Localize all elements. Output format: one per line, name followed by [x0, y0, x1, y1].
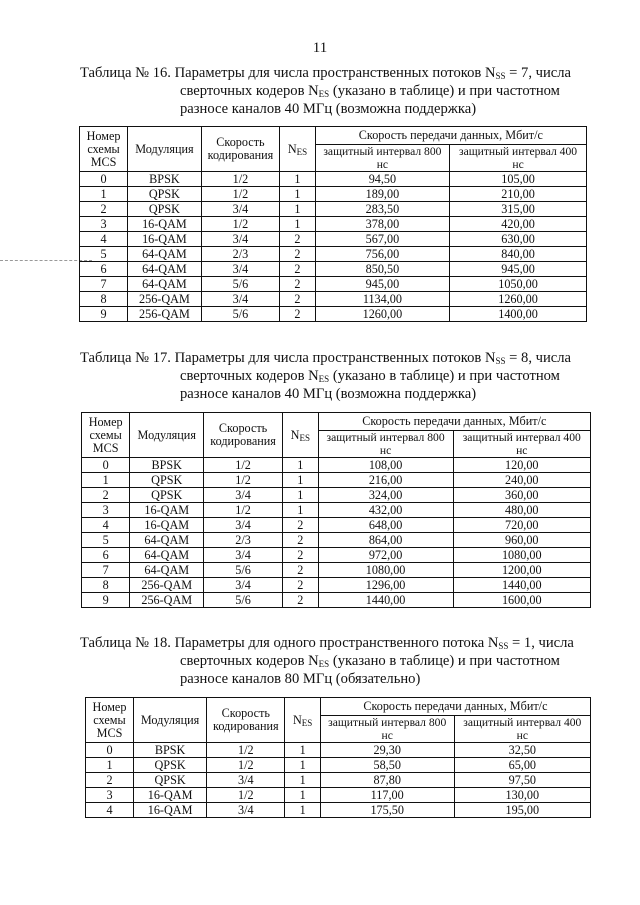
cell-rate-gi-400: 840,00 [450, 247, 587, 262]
cell-rate-gi-400: 360,00 [453, 488, 590, 503]
cell-modulation: QPSK [133, 758, 206, 773]
cell-mcs: 7 [82, 563, 130, 578]
cell-rate-gi-800: 567,00 [315, 232, 449, 247]
table-row [80, 277, 587, 292]
cell-coding-rate: 3/4 [204, 488, 283, 503]
cell-nes: 2 [280, 262, 315, 277]
cell-rate-gi-400: 65,00 [454, 758, 590, 773]
cell-modulation: 64-QAM [130, 533, 204, 548]
cell-nes: 2 [283, 593, 319, 608]
cell-coding-rate: 1/2 [207, 743, 285, 758]
cell-rate-gi-400: 1080,00 [453, 548, 590, 563]
cell-rate-gi-800: 324,00 [318, 488, 453, 503]
cell-rate-gi-400: 420,00 [450, 217, 587, 232]
cell-coding-rate: 1/2 [207, 758, 285, 773]
header-row [80, 127, 587, 145]
table-row [80, 202, 587, 217]
cell-modulation: 256-QAM [130, 578, 204, 593]
header-modulation: Модуляция [130, 413, 204, 458]
cell-rate-gi-800: 216,00 [318, 473, 453, 488]
cell-coding-rate: 3/4 [204, 518, 283, 533]
header-gi-800: защитный интервал 800 нс [318, 431, 453, 458]
cell-modulation: 16-QAM [133, 788, 206, 803]
cell-rate-gi-400: 210,00 [450, 187, 587, 202]
cell-mcs: 7 [80, 277, 128, 292]
header-coding-rate: Скорость кодирования [207, 698, 285, 743]
table-row [82, 578, 591, 593]
cell-mcs: 0 [86, 743, 134, 758]
cell-coding-rate: 1/2 [201, 172, 280, 187]
cell-rate-gi-800: 648,00 [318, 518, 453, 533]
cell-coding-rate: 3/4 [204, 548, 283, 563]
cell-coding-rate: 3/4 [201, 202, 280, 217]
header-gi-800: защитный интервал 800 нс [315, 145, 449, 172]
header-modulation: Модуляция [128, 127, 202, 172]
header-nes [280, 127, 315, 172]
cell-rate-gi-800: 1440,00 [318, 593, 453, 608]
cell-modulation: QPSK [130, 473, 204, 488]
cell-rate-gi-400: 240,00 [453, 473, 590, 488]
cell-mcs: 6 [82, 548, 130, 563]
header-mcs: Номер схемы MCS [82, 413, 130, 458]
cell-coding-rate: 1/2 [204, 503, 283, 518]
cell-rate-gi-400: 960,00 [453, 533, 590, 548]
cell-rate-gi-800: 1080,00 [318, 563, 453, 578]
cell-modulation: 256-QAM [128, 292, 202, 307]
cell-modulation: 64-QAM [128, 247, 202, 262]
cell-nes: 1 [285, 803, 320, 818]
cell-nes: 2 [283, 548, 319, 563]
cell-nes: 1 [283, 488, 319, 503]
cell-nes: 2 [283, 578, 319, 593]
cell-coding-rate: 5/6 [201, 277, 280, 292]
cell-nes: 2 [280, 247, 315, 262]
cell-nes: 2 [280, 307, 315, 322]
table-row [80, 307, 587, 322]
cell-mcs: 0 [80, 172, 128, 187]
table-row [82, 518, 591, 533]
cell-rate-gi-800: 756,00 [315, 247, 449, 262]
cell-mcs: 1 [80, 187, 128, 202]
cell-modulation: QPSK [128, 202, 202, 217]
cell-rate-gi-800: 175,50 [320, 803, 454, 818]
cell-rate-gi-800: 94,50 [315, 172, 449, 187]
page-number: 11 [312, 40, 328, 56]
cell-mcs: 3 [82, 503, 130, 518]
cell-rate-gi-400: 105,00 [450, 172, 587, 187]
cell-nes: 1 [285, 773, 320, 788]
table-16 [79, 126, 587, 322]
cell-coding-rate: 3/4 [207, 773, 285, 788]
cell-coding-rate: 1/2 [201, 217, 280, 232]
table-row [82, 533, 591, 548]
header-gi-800: защитный интервал 800 нс [320, 716, 454, 743]
header-data-rate: Скорость передачи данных, Мбит/с [315, 127, 586, 145]
cell-mcs: 6 [80, 262, 128, 277]
header-data-rate: Скорость передачи данных, Мбит/с [320, 698, 590, 716]
cell-mcs: 3 [86, 788, 134, 803]
cell-coding-rate: 2/3 [204, 533, 283, 548]
cell-rate-gi-400: 195,00 [454, 803, 590, 818]
cell-mcs: 2 [82, 488, 130, 503]
table-row [80, 232, 587, 247]
cell-rate-gi-400: 720,00 [453, 518, 590, 533]
table-row [82, 503, 591, 518]
cell-mcs: 4 [80, 232, 128, 247]
cell-rate-gi-800: 283,50 [315, 202, 449, 217]
cell-coding-rate: 3/4 [201, 292, 280, 307]
cell-rate-gi-400: 480,00 [453, 503, 590, 518]
cell-nes: 2 [280, 277, 315, 292]
cell-rate-gi-800: 1134,00 [315, 292, 449, 307]
table-row [82, 488, 591, 503]
header-modulation: Модуляция [133, 698, 206, 743]
table-18 [85, 697, 591, 818]
cell-nes: 1 [283, 503, 319, 518]
cell-modulation: 16-QAM [130, 503, 204, 518]
cell-nes: 1 [280, 187, 315, 202]
cell-nes: 1 [280, 217, 315, 232]
cell-rate-gi-400: 945,00 [450, 262, 587, 277]
cell-modulation: QPSK [133, 773, 206, 788]
cell-rate-gi-400: 130,00 [454, 788, 590, 803]
cell-modulation: 64-QAM [128, 262, 202, 277]
cell-rate-gi-800: 117,00 [320, 788, 454, 803]
header-nes-sub: ES [296, 146, 308, 157]
cell-modulation: 16-QAM [128, 232, 202, 247]
table-row [80, 247, 587, 262]
header-nes [285, 698, 320, 743]
cell-rate-gi-800: 1296,00 [318, 578, 453, 593]
cell-mcs: 4 [82, 518, 130, 533]
cell-rate-gi-400: 630,00 [450, 232, 587, 247]
cell-nes: 2 [283, 533, 319, 548]
table-row [82, 563, 591, 578]
table-16-caption: Таблица № 16. Параметры для числа пространственных потоков $N_{SS} = 7$, числа сверточных кодеров $N_{ES}$ (указано в таблице) и при частотном разносе каналов 40 МГц (возможна поддержка) [80, 65, 572, 117]
header-mcs: Номер схемы MCS [80, 127, 128, 172]
cell-nes: 2 [280, 232, 315, 247]
cell-rate-gi-400: 120,00 [453, 458, 590, 473]
cell-rate-gi-400: 32,50 [454, 743, 590, 758]
table-row [80, 262, 587, 277]
header-nes [283, 413, 319, 458]
table-row [80, 172, 587, 187]
cell-mcs: 9 [82, 593, 130, 608]
header-nes-sub: ES [299, 432, 310, 443]
cell-rate-gi-800: 87,80 [320, 773, 454, 788]
cell-rate-gi-400: 1260,00 [450, 292, 587, 307]
table-17-caption: Таблица № 17. Параметры для числа пространственных потоков $N_{SS} = 8$, числа сверточных кодеров $N_{ES}$ (указано в таблице) и при частотном разносе каналов 40 МГц (возможна поддержка) [80, 350, 572, 402]
cell-modulation: 16-QAM [133, 803, 206, 818]
cell-rate-gi-400: 1400,00 [450, 307, 587, 322]
table-row [86, 803, 591, 818]
cell-rate-gi-800: 58,50 [320, 758, 454, 773]
cell-modulation: 64-QAM [130, 563, 204, 578]
table-row [86, 743, 591, 758]
cell-nes: 1 [285, 788, 320, 803]
table-row [86, 758, 591, 773]
cell-rate-gi-400: 1440,00 [453, 578, 590, 593]
table-row [82, 593, 591, 608]
cell-coding-rate: 1/2 [201, 187, 280, 202]
cell-nes: 1 [283, 473, 319, 488]
cell-coding-rate: 5/6 [201, 307, 280, 322]
cell-mcs: 8 [80, 292, 128, 307]
cell-mcs: 8 [82, 578, 130, 593]
cell-nes: 2 [283, 518, 319, 533]
header-mcs: Номер схемы MCS [86, 698, 134, 743]
header-coding-rate: Скорость кодирования [204, 413, 283, 458]
table-row [86, 788, 591, 803]
cell-modulation: BPSK [130, 458, 204, 473]
cell-mcs: 2 [80, 202, 128, 217]
cell-modulation: 16-QAM [130, 518, 204, 533]
cell-nes: 1 [280, 172, 315, 187]
cell-modulation: 16-QAM [128, 217, 202, 232]
table-row [80, 217, 587, 232]
cell-rate-gi-800: 945,00 [315, 277, 449, 292]
table-row [80, 187, 587, 202]
cell-mcs: 3 [80, 217, 128, 232]
cell-coding-rate: 1/2 [204, 473, 283, 488]
cell-rate-gi-800: 432,00 [318, 503, 453, 518]
table-row [82, 548, 591, 563]
cell-coding-rate: 3/4 [207, 803, 285, 818]
cell-modulation: QPSK [130, 488, 204, 503]
table-row [82, 458, 591, 473]
cell-modulation: 64-QAM [130, 548, 204, 563]
cell-coding-rate: 5/6 [204, 563, 283, 578]
cell-modulation: QPSK [128, 187, 202, 202]
cell-mcs: 0 [82, 458, 130, 473]
cell-rate-gi-400: 1050,00 [450, 277, 587, 292]
cell-mcs: 4 [86, 803, 134, 818]
header-gi-400: защитный интервал 400 нс [453, 431, 590, 458]
cell-rate-gi-800: 972,00 [318, 548, 453, 563]
cell-coding-rate: 1/2 [207, 788, 285, 803]
cell-rate-gi-800: 189,00 [315, 187, 449, 202]
cell-mcs: 5 [80, 247, 128, 262]
cell-nes: 2 [280, 292, 315, 307]
cell-nes: 1 [285, 743, 320, 758]
cell-mcs: 2 [86, 773, 134, 788]
header-row [82, 413, 591, 431]
cell-coding-rate: 1/2 [204, 458, 283, 473]
cell-mcs: 1 [82, 473, 130, 488]
header-data-rate: Скорость передачи данных, Мбит/с [318, 413, 590, 431]
header-gi-400: защитный интервал 400 нс [454, 716, 590, 743]
table-17 [81, 412, 591, 608]
cell-mcs: 1 [86, 758, 134, 773]
cell-modulation: BPSK [133, 743, 206, 758]
cell-rate-gi-800: 29,30 [320, 743, 454, 758]
cell-mcs: 9 [80, 307, 128, 322]
cell-rate-gi-400: 97,50 [454, 773, 590, 788]
cell-rate-gi-400: 315,00 [450, 202, 587, 217]
header-nes-text: N [290, 427, 300, 442]
header-nes-sub: ES [301, 717, 313, 728]
header-nes-text: N [292, 712, 302, 727]
cell-rate-gi-400: 1200,00 [453, 563, 590, 578]
cell-nes: 1 [283, 458, 319, 473]
cell-coding-rate: 5/6 [204, 593, 283, 608]
cell-rate-gi-400: 1600,00 [453, 593, 590, 608]
cell-nes: 1 [280, 202, 315, 217]
table-row [80, 292, 587, 307]
cell-modulation: 64-QAM [128, 277, 202, 292]
cell-coding-rate: 2/3 [201, 247, 280, 262]
cell-rate-gi-800: 864,00 [318, 533, 453, 548]
cell-modulation: BPSK [128, 172, 202, 187]
table-row [82, 473, 591, 488]
cell-rate-gi-800: 1260,00 [315, 307, 449, 322]
cell-nes: 2 [283, 563, 319, 578]
cell-coding-rate: 3/4 [204, 578, 283, 593]
cell-nes: 1 [285, 758, 320, 773]
cell-mcs: 5 [82, 533, 130, 548]
header-coding-rate: Скорость кодирования [201, 127, 280, 172]
cell-rate-gi-800: 850,50 [315, 262, 449, 277]
cell-rate-gi-800: 108,00 [318, 458, 453, 473]
cell-rate-gi-800: 378,00 [315, 217, 449, 232]
header-nes-text: N [287, 141, 297, 156]
table-18-caption: Таблица № 18. Параметры для одного пространственного потока $N_{SS} = 1$, числа сверточных кодеров $N_{ES}$ (указано в таблице) и при частотном разносе каналов 80 МГц (обязательно) [80, 635, 574, 687]
header-gi-400: защитный интервал 400 нс [450, 145, 587, 172]
cell-coding-rate: 3/4 [201, 232, 280, 247]
header-row [86, 698, 591, 716]
cell-modulation: 256-QAM [130, 593, 204, 608]
cell-coding-rate: 3/4 [201, 262, 280, 277]
table-row [86, 773, 591, 788]
cell-modulation: 256-QAM [128, 307, 202, 322]
